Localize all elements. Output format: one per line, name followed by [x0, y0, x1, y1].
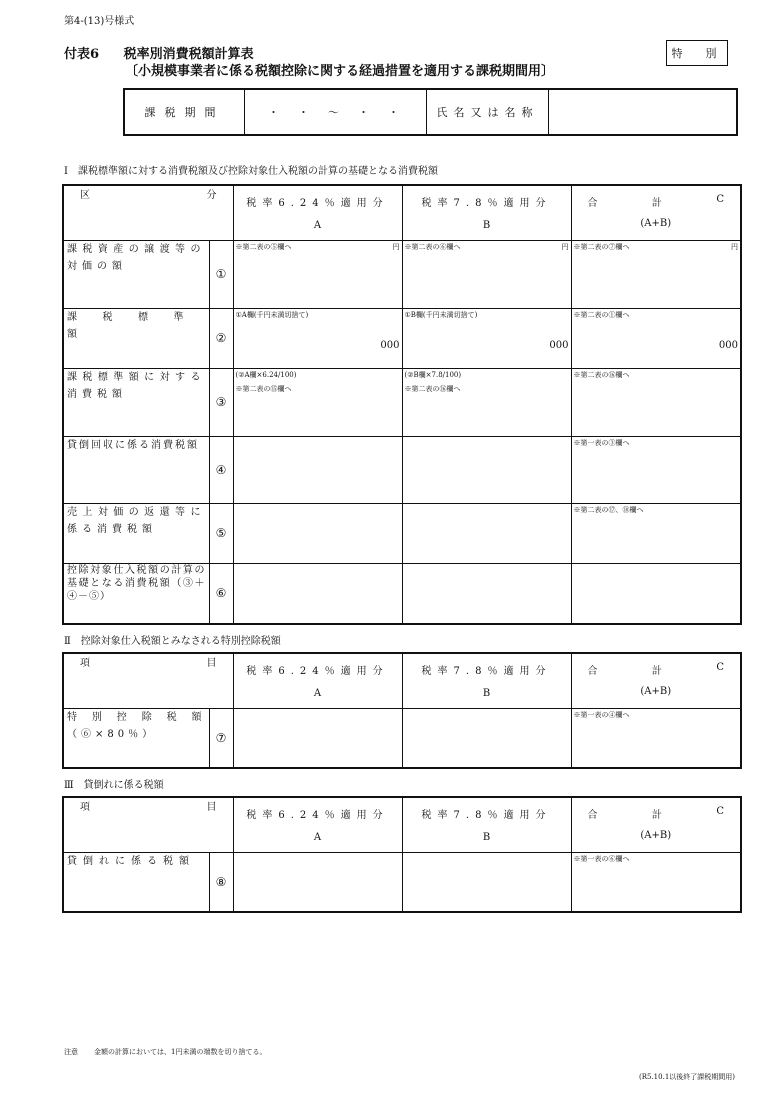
footnote-text: 金額の計算においては、1円未満の端数を切り捨てる。 [94, 1048, 267, 1056]
section2-heading: Ⅱ 控除対象仕入税額とみなされる特別控除税額 [64, 636, 281, 647]
cell-2c[interactable]: ※第二表の①欄へ 000 [571, 308, 741, 368]
row-number: ④ [209, 436, 233, 503]
cell-3c[interactable]: ※第二表の⑯欄へ [571, 368, 741, 436]
row-label: 売上対価の返還等に係る消費税額 [67, 506, 206, 535]
cell-8b[interactable] [402, 852, 571, 912]
cell-8a[interactable] [233, 852, 402, 912]
col-c-header: 合 計 C (A+B) [571, 653, 741, 708]
cell-1b[interactable]: ※第二表の⑥欄へ 円 [402, 240, 571, 308]
section3-table [62, 796, 742, 913]
row-label: 課税標準額に対する消費税額 [67, 371, 206, 400]
row-label: 貸倒れに係る税額 [67, 855, 195, 867]
section2-header-row [63, 653, 741, 708]
col-b-header: 税率7.8％適用分 B [402, 653, 571, 708]
title-label: 付表6 [64, 47, 100, 62]
table-row [63, 308, 741, 368]
section1-table [62, 184, 742, 625]
table-row [63, 852, 741, 912]
cell-4c[interactable]: ※第一表の③欄へ [571, 436, 741, 503]
row-number: ② [209, 308, 233, 368]
table-row [63, 708, 741, 768]
cell-7a[interactable] [233, 708, 402, 768]
row-number: ⑥ [209, 563, 233, 624]
cell-4b[interactable] [402, 436, 571, 503]
section1-heading: Ⅰ 課税標準額に対する消費税額及び控除対象仕入税額の計算の基礎となる消費税額 [64, 166, 438, 177]
table-row [63, 240, 741, 308]
row-label: 貸倒回収に係る消費税額 [67, 439, 199, 451]
cell-6c[interactable] [571, 563, 741, 624]
col-a-header: 税率6.24％適用分 A [233, 653, 402, 708]
kubun-header: 区 分 [80, 190, 217, 201]
cell-4a[interactable] [233, 436, 402, 503]
period-field[interactable]: ・ ・ ～ ・ ・ [245, 90, 427, 134]
title-main: 税率別消費税額計算表 [123, 47, 254, 62]
row-number: ⑤ [209, 503, 233, 563]
section1-header-row [63, 185, 741, 240]
cell-1a[interactable]: ※第二表の⑤欄へ 円 [233, 240, 402, 308]
special-badge: 特 別 [666, 40, 728, 66]
row-label: 課税標準額 [67, 311, 206, 340]
col-a-header: 税率6.24％適用分 A [233, 797, 402, 852]
cell-6a[interactable] [233, 563, 402, 624]
col-b-header: 税率7.8％適用分 B [402, 797, 571, 852]
cell-5b[interactable] [402, 503, 571, 563]
col-c-header: 合 計 C (A+B) [571, 185, 741, 240]
col-c-header: 合 計 C (A+B) [571, 797, 741, 852]
footnote [64, 1047, 282, 1057]
row-label: 特別控除税額（⑥×80％） [67, 711, 206, 740]
period-box [123, 88, 738, 136]
cell-5c[interactable]: ※第二表の⑰、⑱欄へ [571, 503, 741, 563]
row-label: 控除対象仕入税額の計算の基礎となる消費税額（③＋④－⑤） [67, 564, 206, 602]
footer-note: (R5.10.1以後終了課税期間用) [639, 1073, 735, 1081]
section2-table [62, 652, 742, 769]
cell-3b[interactable]: (②B欄×7.8/100) ※第二表の⑯欄へ [402, 368, 571, 436]
row-label: 課税資産の譲渡等の対価の額 [67, 243, 206, 272]
footnote-label: 注意 [64, 1048, 78, 1056]
table-row [63, 503, 741, 563]
name-field[interactable] [549, 90, 736, 134]
period-label: 課税期間 [125, 90, 245, 134]
cell-2a[interactable]: ①A欄(千円未満切捨て) 000 [233, 308, 402, 368]
title-sub: 〔小規模事業者に係る税額控除に関する経過措置を適用する課税期間用〕 [125, 64, 555, 79]
koumoku-header: 項 目 [80, 802, 217, 813]
name-label: 氏名又は名称 [427, 90, 549, 134]
row-number: ⑦ [209, 708, 233, 768]
cell-3a[interactable]: (②A欄×6.24/100) ※第二表の⑮欄へ [233, 368, 402, 436]
cell-1c[interactable]: ※第二表の⑦欄へ 円 [571, 240, 741, 308]
row-number: ③ [209, 368, 233, 436]
cell-7b[interactable] [402, 708, 571, 768]
cell-5a[interactable] [233, 503, 402, 563]
table-row [63, 368, 741, 436]
col-b-header: 税率7.8％適用分 B [402, 185, 571, 240]
section3-header-row [63, 797, 741, 852]
col-a-header: 税率6.24％適用分 A [233, 185, 402, 240]
row-number: ⑧ [209, 852, 233, 912]
cell-6b[interactable] [402, 563, 571, 624]
form-number: 第4-(13)号様式 [64, 16, 135, 27]
cell-7c[interactable]: ※第一表の④欄へ [571, 708, 741, 768]
row-number: ① [209, 240, 233, 308]
table-row [63, 436, 741, 503]
cell-2b[interactable]: ①B欄(千円未満切捨て) 000 [402, 308, 571, 368]
cell-8c[interactable]: ※第一表の⑥欄へ [571, 852, 741, 912]
section3-heading: Ⅲ 貸倒れに係る税額 [64, 780, 164, 791]
koumoku-header: 項 目 [80, 658, 217, 669]
table-row [63, 563, 741, 624]
